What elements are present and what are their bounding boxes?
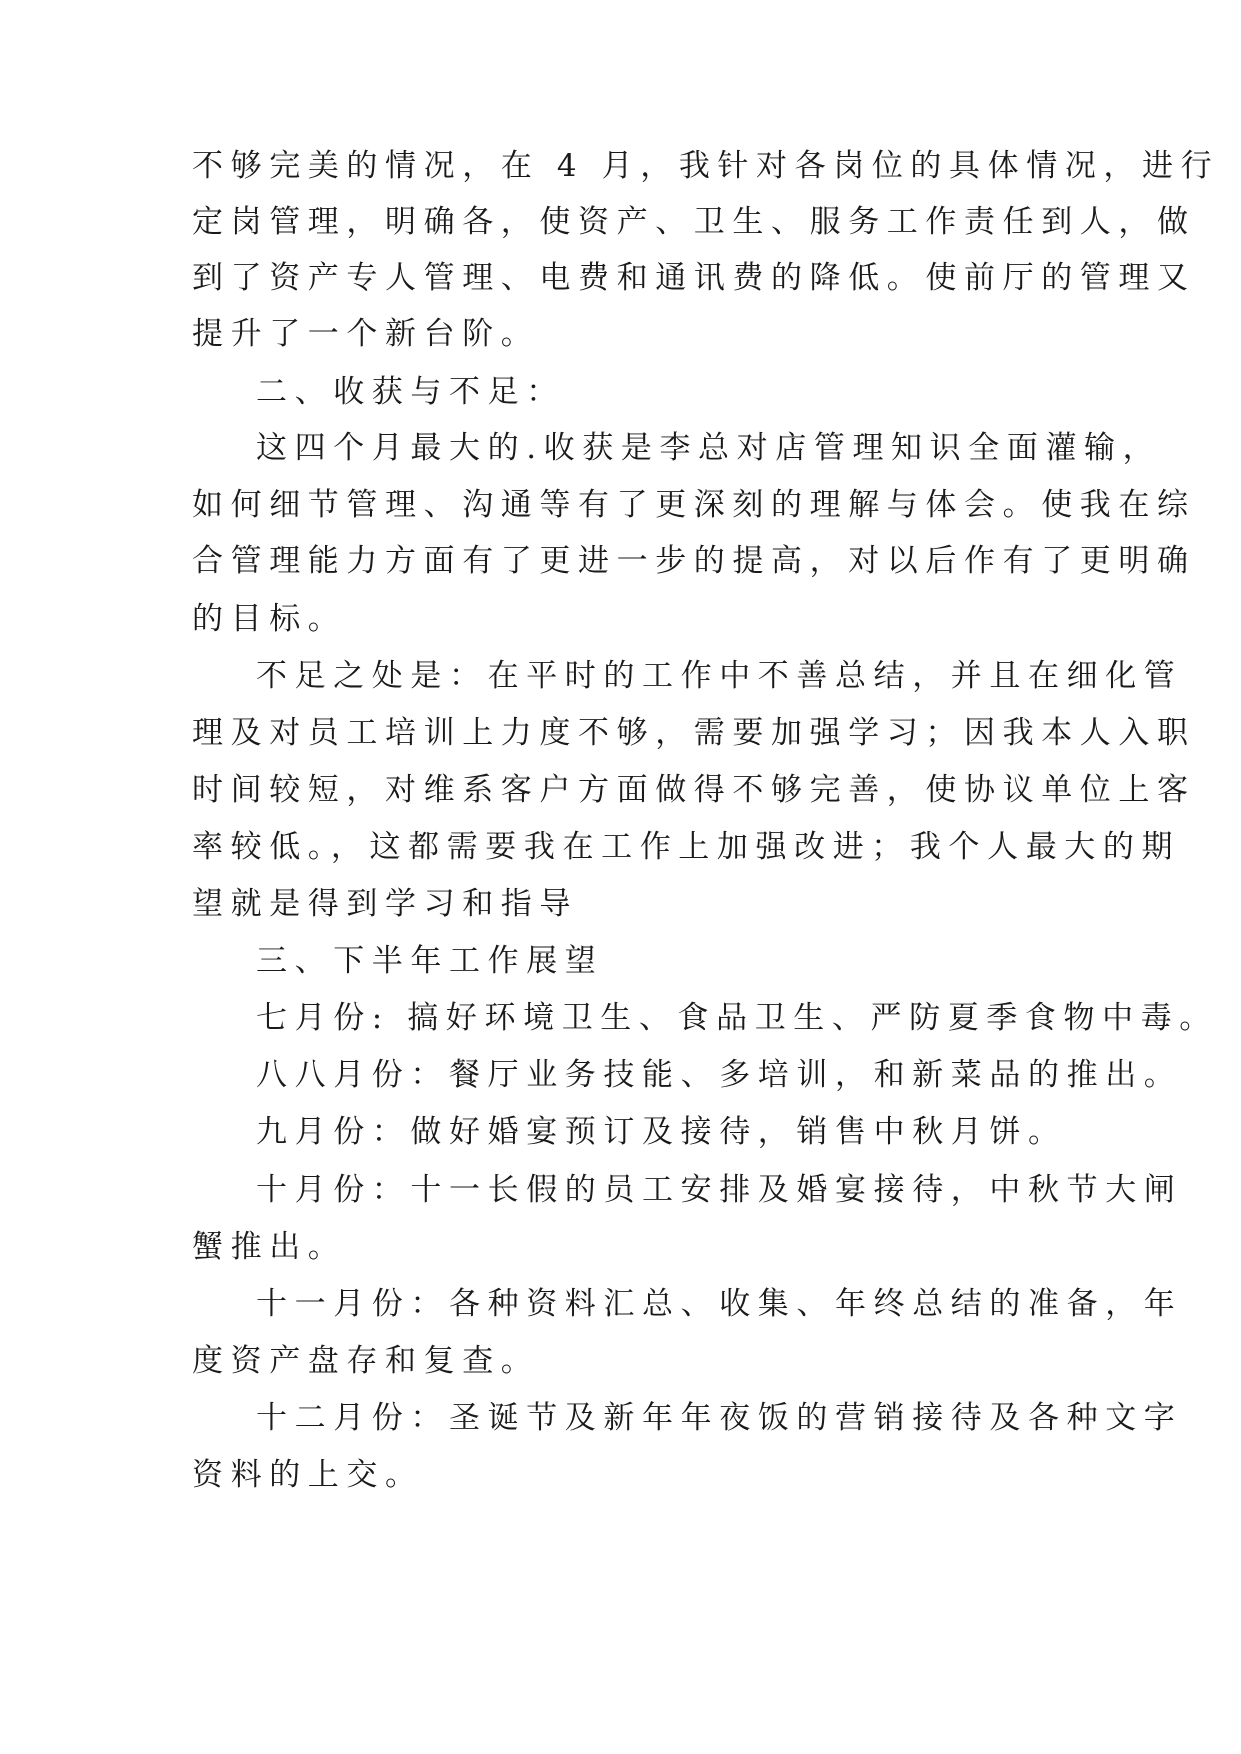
- text-line: 理及对员工培训上力度不够，需要加强学习；因我本人入职: [192, 715, 1196, 751]
- text-line: 八八月份：餐厅业务技能、多培训，和新菜品的推出。: [256, 1057, 1183, 1093]
- text-line: 望就是得到学习和指导: [192, 886, 578, 922]
- text-line: 到了资产专人管理、电费和通讯费的降低。使前厅的管理又: [192, 260, 1196, 296]
- text-line: 十一月份：各种资料汇总、收集、年终总结的准备，年: [256, 1286, 1183, 1322]
- text-line: 蟹推出。: [192, 1229, 347, 1265]
- text-line: 定岗管理，明确各，使资产、卫生、服务工作责任到人，做: [192, 204, 1196, 240]
- text-line: 提升了一个新台阶。: [192, 316, 540, 352]
- section-heading: 三、下半年工作展望: [256, 943, 604, 979]
- text-line: 度资产盘存和复查。: [192, 1343, 540, 1379]
- text-line: 十二月份：圣诞节及新年年夜饭的营销接待及各种文字: [256, 1400, 1183, 1436]
- text-line: 不够完美的情况，在 4 月，我针对各岗位的具体情况，进行: [192, 148, 1220, 184]
- text-line: 资料的上交。: [192, 1457, 424, 1493]
- text-line: 九月份：做好婚宴预订及接待，销售中秋月饼。: [256, 1114, 1067, 1150]
- text-line: 这四个月最大的.收获是李总对店管理知识全面灌输，: [256, 430, 1162, 466]
- text-line: 七月份: 搞好环境卫生、食品卫生、严防夏季食物中毒。: [256, 1000, 1218, 1036]
- text-line: 十月份：十一长假的员工安排及婚宴接待，中秋节大闸: [256, 1172, 1183, 1208]
- text-line: 不足之处是：在平时的工作中不善总结，并且在细化管: [256, 658, 1183, 694]
- text-line: 的目标。: [192, 601, 347, 637]
- text-line: 合管理能力方面有了更进一步的提高，对以后作有了更明确: [192, 543, 1196, 579]
- text-line: 如何细节管理、沟通等有了更深刻的理解与体会。使我在综: [192, 487, 1196, 523]
- section-heading: 二、收获与不足：: [256, 374, 565, 410]
- text-line: 率较低。，这都需要我在工作上加强改进；我个人最大的期: [192, 829, 1181, 865]
- text-line: 时间较短，对维系客户方面做得不够完善，使协议单位上客: [192, 772, 1196, 808]
